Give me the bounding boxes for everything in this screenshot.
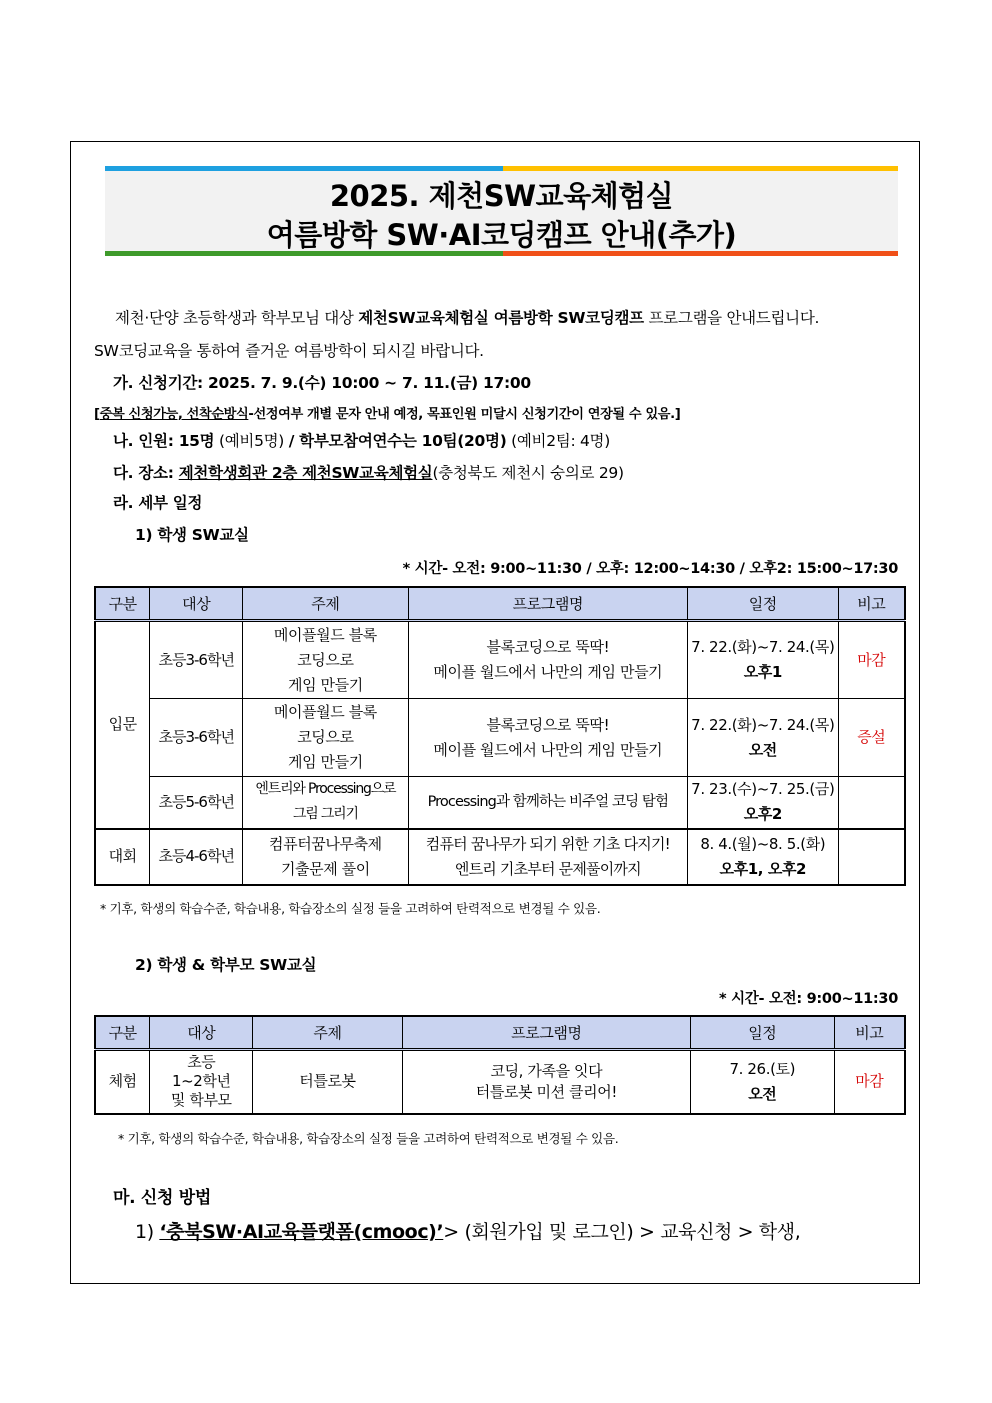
method-heading: 마. 신청 방법 — [113, 1188, 212, 1208]
note-cell: 마감 — [838, 621, 905, 699]
col-header: 대상 — [150, 587, 243, 621]
note-cell: 증설 — [838, 699, 905, 777]
col-header: 구분 — [95, 587, 150, 621]
col-header: 대상 — [150, 1016, 253, 1050]
category-cell: 대회 — [95, 829, 150, 885]
date-cell: 7. 22.(화)~7. 24.(목) 오후1 — [687, 621, 838, 699]
col-header: 비고 — [838, 587, 905, 621]
col-header: 주제 — [253, 1016, 403, 1050]
program-cell: 코딩, 가족을 잇다 터틀로봇 미션 클리어! — [402, 1050, 690, 1114]
table-row — [95, 1050, 905, 1114]
note-cell — [838, 829, 905, 885]
target-cell: 초등 1~2학년 및 학부모 — [150, 1050, 253, 1114]
note-cell — [838, 777, 905, 829]
table-row — [95, 699, 905, 777]
category-cell: 체험 — [95, 1050, 150, 1114]
platform-link[interactable]: ‘충북SW·AI교육플랫폼(cmooc)’ — [159, 1221, 444, 1243]
section1-time: * 시간- 오전: 9:00~11:30 / 오후: 12:00~14:30 / 오후2: 15:00~17:30 — [402, 561, 898, 577]
notice: [중복 신청가능, 선착순방식-선정여부 개별 문자 안내 예정, 목표인원 미달시 신청기간이 연장될 수 있음.] — [94, 407, 681, 422]
col-header: 주제 — [243, 587, 409, 621]
application-period: 가. 신청기간: 2025. 7. 9.(수) 10:00 ~ 7. 11.(금) 17:00 — [113, 374, 531, 392]
section2-heading: 2) 학생 & 학부모 SW교실 — [135, 956, 317, 974]
col-header: 일정 — [690, 1016, 834, 1050]
target-cell: 초등3-6학년 — [150, 621, 243, 699]
date-cell: 7. 26.(토) 오전 — [690, 1050, 834, 1114]
people-count: 나. 인원: 15명 (예비5명) / 학부모참여연수는 10팀(20명) (예비2팀: 4명) — [113, 432, 610, 450]
topic-cell: 엔트리와 Processing으로 그림 그리기 — [243, 777, 409, 829]
section2-time: * 시간- 오전: 9:00~11:30 — [719, 991, 898, 1007]
topic-cell: 메이플월드 블록 코딩으로 게임 만들기 — [243, 621, 409, 699]
schedule-heading: 라. 세부 일정 — [113, 494, 203, 512]
topic-cell: 터틀로봇 — [253, 1050, 403, 1114]
schedule-table-1 — [94, 586, 906, 886]
col-header: 비고 — [834, 1016, 905, 1050]
title-bar-blue — [105, 166, 503, 171]
program-cell: 컴퓨터 꿈나무가 되기 위한 기초 다지기! 엔트리 기초부터 문제풀이까지 — [408, 829, 687, 885]
schedule-table-2 — [94, 1015, 906, 1115]
target-cell: 초등4-6학년 — [150, 829, 243, 885]
title-line-2: 여름방학 SW·AI코딩캠프 안내(추가) — [266, 218, 737, 252]
col-header: 일정 — [687, 587, 838, 621]
category-cell: 입문 — [95, 621, 150, 829]
note-cell: 마감 — [834, 1050, 905, 1114]
intro-line-2: SW코딩교육을 통하여 즐거운 여름방학이 되시길 바랍니다. — [94, 342, 484, 360]
date-cell: 7. 22.(화)~7. 24.(목) 오전 — [687, 699, 838, 777]
table-row — [95, 777, 905, 829]
col-header: 구분 — [95, 1016, 150, 1050]
title-bar-yellow — [503, 166, 898, 171]
topic-cell: 메이플월드 블록 코딩으로 게임 만들기 — [243, 699, 409, 777]
section1-footnote: * 기후, 학생의 학습수준, 학습내용, 학습장소의 실정 들을 고려하여 탄력적으로 변경될 수 있음. — [100, 901, 601, 916]
intro-line-1: 제천·단양 초등학생과 학부모님 대상 제천SW교육체험실 여름방학 SW코딩캠프 프로그램을 안내드립니다. — [115, 309, 820, 327]
table-row — [95, 829, 905, 885]
col-header: 프로그램명 — [402, 1016, 690, 1050]
section1-heading: 1) 학생 SW교실 — [135, 526, 249, 544]
table-header-row — [95, 1016, 905, 1050]
target-cell: 초등3-6학년 — [150, 699, 243, 777]
program-cell: 블록코딩으로 뚝딱! 메이플 월드에서 나만의 게임 만들기 — [408, 699, 687, 777]
topic-cell: 컴퓨터꿈나무축제 기출문제 풀이 — [243, 829, 409, 885]
date-cell: 8. 4.(월)~8. 5.(화) 오후1, 오후2 — [687, 829, 838, 885]
program-cell: Processing과 함께하는 비주얼 코딩 탐험 — [408, 777, 687, 829]
date-cell: 7. 23.(수)~7. 25.(금) 오후2 — [687, 777, 838, 829]
method-step-1: 1) ‘충북SW·AI교육플랫폼(cmooc)’> (회원가입 및 로그인) > 교육신청 > 학생, — [135, 1221, 801, 1243]
target-cell: 초등5-6학년 — [150, 777, 243, 829]
place: 다. 장소: 제천학생회관 2층 제천SW교육체험실(충청북도 제천시 숭의로 29) — [113, 464, 624, 482]
table-header-row — [95, 587, 905, 621]
program-cell: 블록코딩으로 뚝딱! 메이플 월드에서 나만의 게임 만들기 — [408, 621, 687, 699]
table-row — [95, 621, 905, 699]
title-line-1: 2025. 제천SW교육체험실 — [329, 179, 674, 213]
col-header: 프로그램명 — [408, 587, 687, 621]
section2-footnote: * 기후, 학생의 학습수준, 학습내용, 학습장소의 실정 들을 고려하여 탄력적으로 변경될 수 있음. — [118, 1131, 619, 1146]
